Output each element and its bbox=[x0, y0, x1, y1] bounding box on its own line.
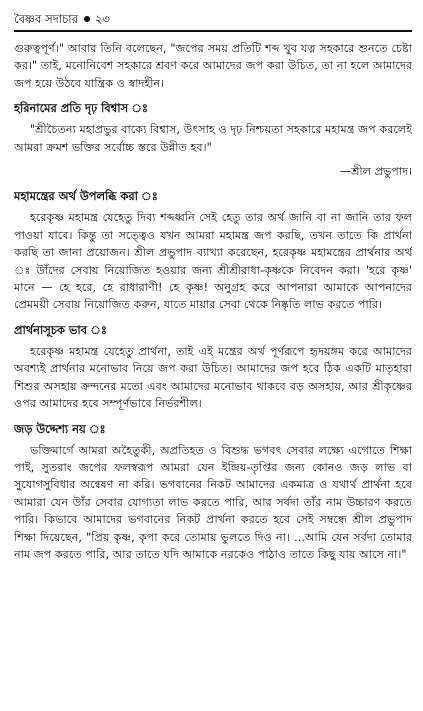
paragraph-meaning: হরেকৃষ্ণ মহামন্ত্র যেহেতু দিব্য শব্দধ্বনি সেই হেতু তার অর্থ জানি বা না জানি তার ফল পাওয়া যাবে। কিন্তু তা সত্ত্বেও যখন আমরা মহামন্ত্র জপ করছি, তখন তাতে কি প্রার্থনা করছি তা জানা প্রয়োজন। শ্রীল প্রভুপাদ ব্যাখ্যা করেছেন, হরেকৃষ্ণ মহামন্ত্রের প্রার্থনার অর্থ ঃ উাঁদের সেবায় নিয়োজিত হওয়ার জন্য শ্রীশ্রীরাধা-কৃষ্ণকে নিবেদন করা। 'হরে কৃষ্ণ' মানে — হে হরে, হে রাধারাণী! হে কৃষ্ণ! অনুগ্রহ করে আপনারা আমাকে আপনাদের প্রেমময়ী সেবায় নিয়োজিত করুন, যাতে মায়ার সেবা থেকে নিষ্কৃতি লাভ করতে পারি। bbox=[14, 211, 412, 312]
paragraph-prayer: হরেকৃষ্ণ মহামন্ত্র যেহেতু প্রার্থনা, তাই এই মন্ত্রের অর্থ পূর্ণরূপে হৃদয়ঙ্গম করে আমাদের অবশ্যই প্রার্থনার মনোভাব নিয়ে জপ করা উচিত। আমাদের জপ হবে ঠিক একটি মাতৃহারা শিশুর অসহায় ক্রন্দনের মতো এবং আমাদের মনোভাব থাকবে বড় অসহায়, আর শ্রীকৃষ্ণের ওপর আমাদের হবে সম্পূর্ণভাবে নির্ভরশীল। bbox=[14, 344, 412, 411]
section-heading-faith: হরিনামের প্রতি দৃঢ় বিশ্বাস ঃ bbox=[14, 101, 148, 116]
running-head bbox=[14, 10, 412, 32]
paragraph-continued: গুরুত্বপূর্ণ।" আবার তিনি বলেছেন, "জপের সময় প্রতিটি শব্দ খুব যত্ন সহকারে শুনতে চেষ্টা কর।" তাই, মনোনিবেশ সহকারে শ্রবণ করে আমাদের জপ করা উচিত, তা না হলে আমাদের জপ হয়ে উঠবে যান্ত্রিক ও স্বাদহীন। bbox=[14, 42, 412, 90]
running-head-title: বৈষ্ণব সদাচার bbox=[14, 12, 78, 26]
section-heading-prayer: প্রার্থনাসূচক ভাব ঃ bbox=[14, 322, 107, 337]
paragraph-not-material: ভক্তিমার্গে আমরা অহৈতুকী, অপ্রতিহত ও বিশুদ্ধ ভগবৎ সেবার লক্ষ্যে এগোতে শিক্ষা পাই, সুতরাং জপের ফলস্বরূপ আমরা যেন ইন্দ্রিয়-তৃপ্তির জন্য কোনও জড় লাভ বা সুযোগসুবিধার অন্বেষণ না করি। ভগবানের নিকট আমাদের একমাত্র ও যথার্থ প্রার্থনা হবে আমারা যেন উাঁর সেবার যোগ্যতা লাভ করতে পারি, আর সর্বদা তাঁর নাম উচ্চারণ করতে পারি। কিভাবে আমাদের ভগবানের নিকট প্রার্থনা করতে হবে সেই সম্বন্ধে শ্রীল প্রভুপাদ শিক্ষা দিয়েছেন, "প্রিয় কৃষ্ণ, কৃপা করে তোমায় ভুলতে দিও না। ...আমি যেন সর্বদা তোমার নাম জপ করতে পারি, আর তাতে যদি আমাকে নরকেও পাঠাও তাতে কিছু যায় আসে না।" bbox=[14, 443, 412, 561]
book-page bbox=[14, 10, 412, 705]
section-heading-meaning: মহামন্ত্রের অর্থ উপলব্ধি করা ঃ bbox=[14, 189, 158, 204]
page-number: ২৩ bbox=[94, 12, 110, 26]
block-quote: "শ্রীচৈতন্য মহাপ্রভুর বাক্যে বিশ্বাস, উৎসাহ ও দৃঢ় নিশ্চয়তা সহকারে মহামন্ত্র জপ করলেই আমরা ক্রমশ ভক্তির সর্বোচ্চ স্তরে উন্নীত হব।" bbox=[14, 123, 412, 154]
bullet-dot-icon bbox=[84, 16, 90, 22]
quote-attribution: —শ্রীল প্রভুপাদ। bbox=[339, 165, 412, 179]
page-content bbox=[14, 40, 412, 563]
section-heading-not-material: জড় উদ্দেশ্য নয় ঃ bbox=[14, 421, 106, 436]
